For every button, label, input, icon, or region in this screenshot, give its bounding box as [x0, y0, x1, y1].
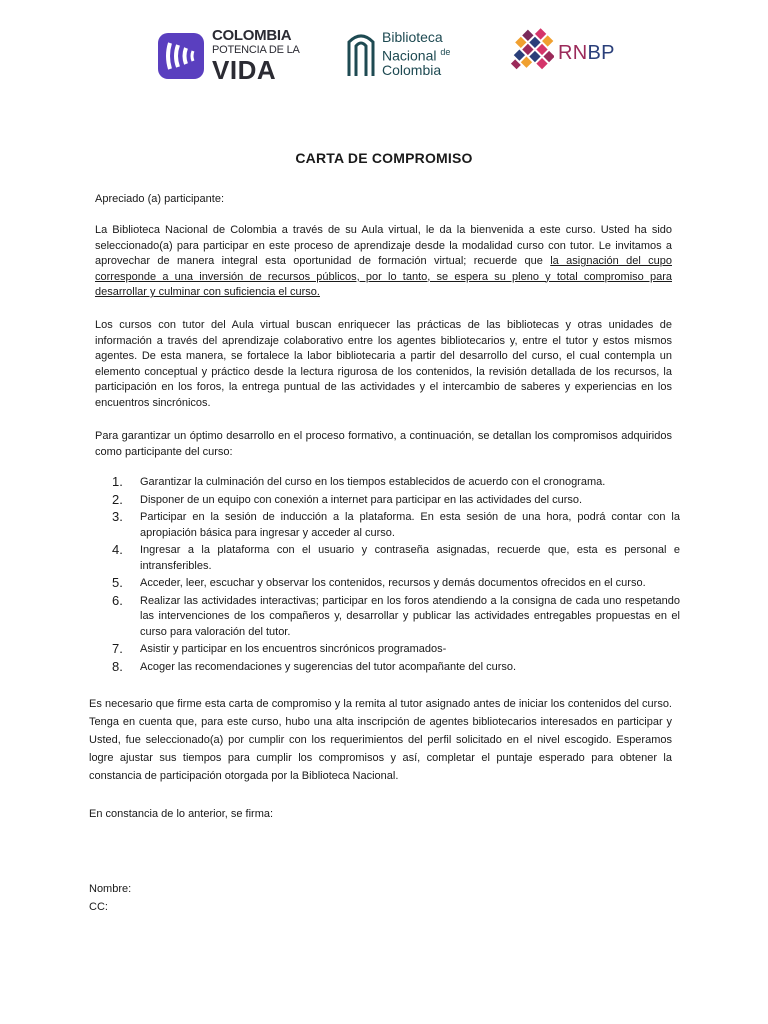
list-item-text: Disponer de un equipo con conexión a internet para participar en las actividades del curso.: [140, 493, 583, 506]
rnbp-logo-r: R: [558, 41, 573, 64]
paragraph-firma-instrucciones: Es necesario que firme esta carta de compromiso y la remita al tutor asignado antes de iniciar los contenidos del curso. Tenga en cuenta que, para este curso, hubo una alta inscripción de agentes bibliotecarios interesados en participar y Usted, fue seleccionado(a) por cumplir con los requerimientos del perfil solicitado en el nivel escogido. Esperamos logre ajustar sus tiempos para cumplir los compromisos y así, completar el puntaje esperado para obtener la constancia de participación otorgada por la Biblioteca Nacional.: [89, 698, 672, 782]
colombia-logo-line2: POTENCIA DE LA: [212, 44, 300, 56]
signature-cc-label: CC:: [89, 901, 108, 913]
bnc-logo-line2: Nacional: [382, 47, 437, 64]
list-item-text: Acoger las recomendaciones y sugerencias del tutor acompañante del curso.: [140, 660, 517, 673]
list-item-number: 8.: [112, 658, 123, 674]
colombia-logo-line1: COLOMBIA: [212, 27, 292, 44]
bnc-logo-line3: Colombia: [382, 62, 442, 79]
intro-text: La Biblioteca Nacional de Colombia a través de su Aula virtual, le da la bienvenida a este curso. Usted ha sido seleccionado(a) para participar en este proceso de aprendizaje desde la modalidad curso con tutor. Le invitamos a aprovechar de manera integral esta oportunidad de formación virtual; recuerde que: [95, 224, 672, 267]
list-item-text: Acceder, leer, escuchar y observar los contenidos, recursos y demás documentos ofrecidos en el curso.: [140, 577, 646, 589]
list-item: [112, 576, 680, 592]
list-item-number: 4.: [112, 542, 123, 557]
list-item-text: Participar en la sesión de inducción a la plataforma. En esta sesión de una hora, podrá contar con la apropiación básica para ingresar y acceder al curso.: [140, 511, 680, 539]
closing-statement: En constancia de lo anterior, se firma:: [89, 808, 274, 820]
header-logos: [0, 22, 768, 92]
list-item-number: 5.: [112, 575, 123, 590]
rnbp-logo-n: N: [572, 41, 588, 64]
intro-paragraph: [95, 223, 672, 301]
bnc-building-icon: [346, 28, 376, 80]
list-item: [112, 475, 680, 491]
list-item: [112, 510, 680, 541]
list-item: [112, 594, 680, 641]
paragraph-compromisos-intro: Para garantizar un óptimo desarrollo en el proceso formativo, a continuación, se detallan los compromisos adquiridos como participante del curso:: [95, 430, 672, 458]
list-item: [112, 543, 680, 574]
colombia-wave-icon: [156, 31, 206, 81]
rnbp-logo-bp: BP: [587, 41, 615, 64]
intro-underlined-text: la asignación del cupo corresponde a una inversión de recursos públicos, por lo tanto, se espera su pleno y total compromiso para desarrollar y culminar con suficiencia el curso.: [95, 255, 672, 298]
list-item-number: 7.: [112, 641, 123, 656]
list-item-text: Asistir y participar en los encuentros sincrónicos programados-: [140, 643, 447, 655]
list-item-text: Garantizar la culminación del curso en los tiempos establecidos de acuerdo con el cronograma.: [140, 476, 606, 488]
paragraph-aula-virtual: Los cursos con tutor del Aula virtual buscan enriquecer las prácticas de las bibliotecas y otras unidades de información a través del aprendizaje colaborativo entre los agentes bibliotecarios y, entre el tutor y estos mismos agentes. De esta manera, se fortalece la labor bibliotecaria a partir del desarrollo del curso, el cual contempla un elemento conceptual y práctico desde la lectura rigurosa de los contenidos, la revisión detallada de los recursos, la participación en los foros, la entrega puntual de las actividades y el intercambio de saberes y experiencias en los encuentros sincrónicos.: [95, 319, 672, 409]
list-item-number: 6.: [112, 592, 123, 608]
list-item: [112, 493, 680, 509]
rnbp-mosaic-icon: [506, 24, 554, 82]
rnbp-logo: [506, 24, 615, 82]
bnc-logo-line1: Biblioteca: [382, 28, 443, 45]
rnbp-logo-text: [558, 42, 615, 65]
signature-name-label: Nombre:: [89, 883, 132, 895]
bnc-logo-de: de: [440, 46, 451, 57]
greeting: Apreciado (a) participante:: [95, 193, 225, 205]
list-item-number: 1.: [112, 474, 123, 489]
list-item: [112, 642, 680, 658]
colombia-logo-line3: VIDA: [212, 55, 277, 85]
biblioteca-nacional-logo: [346, 28, 450, 80]
list-item-text: Realizar las actividades interactivas; participar en los foros atendiendo a la consigna de cada uno respetando las intervenciones de los compañeros y, desarrollar y publicar las actividades entregables propuestas en el curso para valoración del tutor.: [140, 594, 680, 638]
document-title: CARTA DE COMPROMISO: [295, 150, 473, 166]
list-item-number: 2.: [112, 491, 123, 507]
list-item: [112, 660, 680, 676]
commitments-list: [112, 475, 680, 675]
colombia-potencia-logo: [156, 28, 300, 83]
list-item-number: 3.: [112, 509, 123, 524]
list-item-text: Ingresar a la plataforma con el usuario y contraseña asignadas, recuerde que, esta es personal e intransferibles.: [140, 544, 680, 572]
